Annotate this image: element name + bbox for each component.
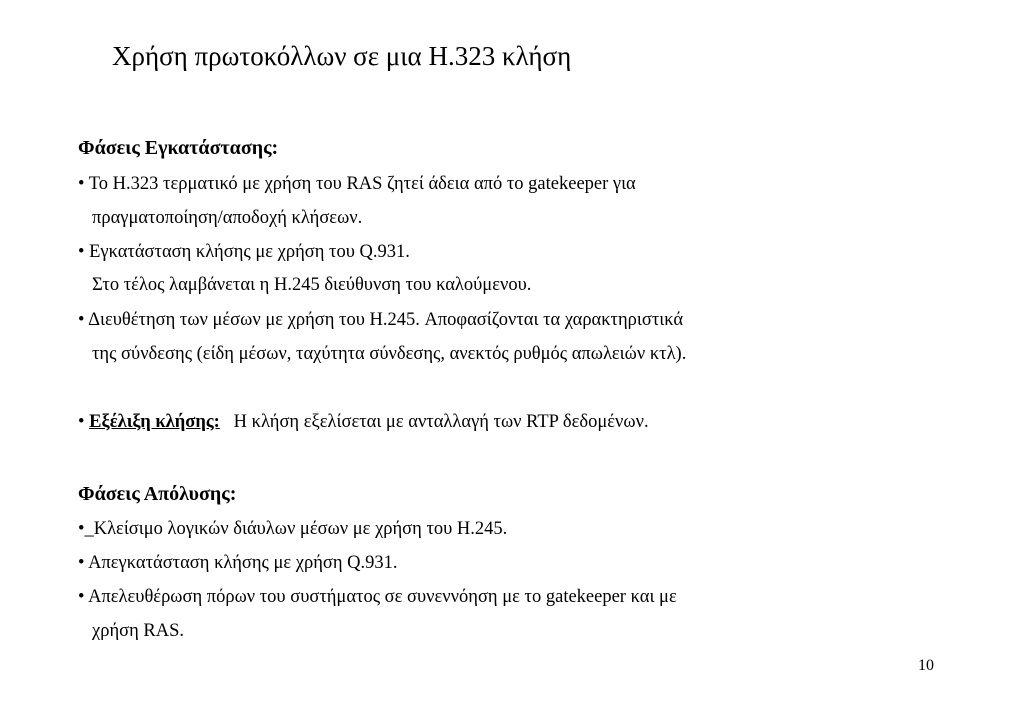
- release-line-3: • Απελευθέρωση πόρων του συστήματος σε συνεννόηση με το gatekeeper και με: [78, 587, 677, 607]
- call-evolution-label: Εξέλιξη κλήσης:: [89, 412, 220, 432]
- setup-line-2: πραγματοποίηση/αποδοχή κλήσεων.: [92, 208, 363, 228]
- setup-line-1: • Το H.323 τερματικό με χρήση του RAS ζητεί άδεια από το gatekeeper για: [78, 174, 636, 194]
- page-number: 10: [918, 657, 934, 674]
- bullet: •: [78, 412, 85, 432]
- setup-line-3: • Εγκατάσταση κλήσης με χρήση του Q.931.: [78, 242, 410, 262]
- release-phases-heading: Φάσεις Απόλυσης:: [78, 483, 237, 505]
- release-line-2: • Απεγκατάσταση κλήσης με χρήση Q.931.: [78, 553, 398, 573]
- setup-line-5: • Διευθέτηση των μέσων με χρήση του H.245. Αποφασίζονται τα χαρακτηριστικά: [78, 310, 684, 330]
- release-line-4: χρήση RAS.: [92, 621, 185, 641]
- setup-line-4: Στο τέλος λαμβάνεται η H.245 διεύθυνση του καλούμενου.: [92, 275, 532, 295]
- setup-phases-heading: Φάσεις Εγκατάστασης:: [78, 137, 279, 159]
- call-evolution-line: [78, 410, 649, 434]
- setup-line-6: της σύνδεσης (είδη μέσων, ταχύτητα σύνδεσης, ανεκτός ρυθμός απωλειών κτλ).: [92, 344, 687, 364]
- call-evolution-text: Η κλήση εξελίσεται με ανταλλαγή των RTP δεδομένων.: [233, 412, 649, 432]
- release-line-1: •_Κλείσιμο λογικών διάυλων μέσων με χρήση του H.245.: [78, 519, 508, 539]
- slide-title: Χρήση πρωτοκόλλων σε μια H.323 κλήση: [112, 41, 572, 71]
